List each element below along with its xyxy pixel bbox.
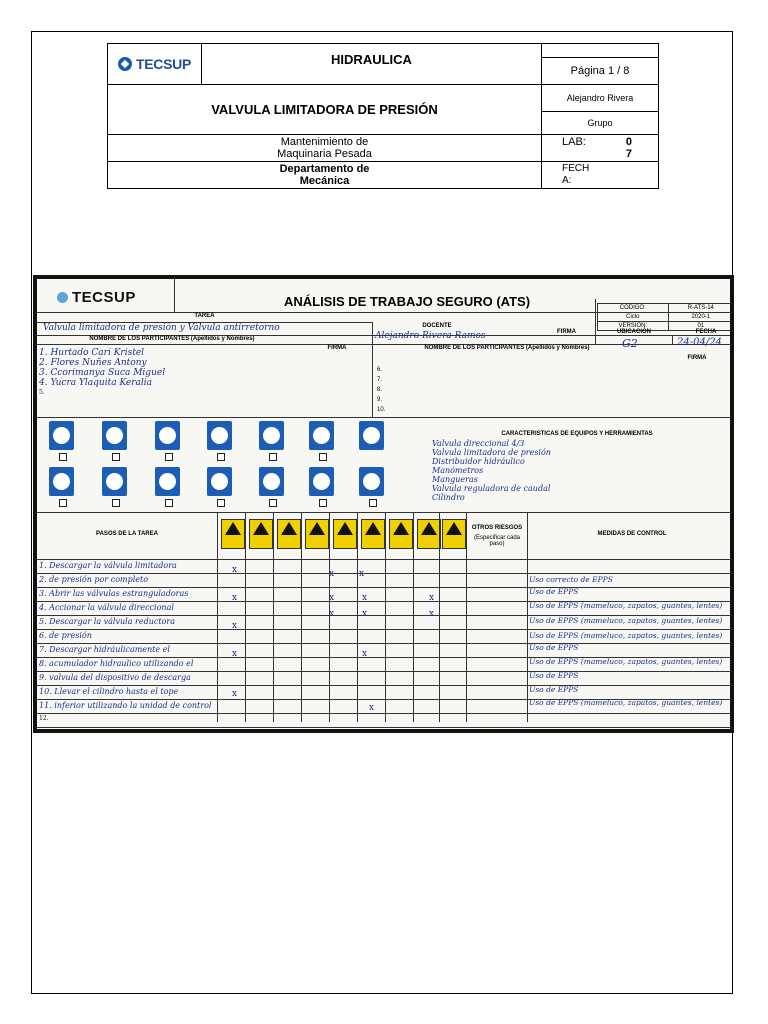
step-9: 9. valvula del dispositivo de descarga bbox=[39, 673, 191, 682]
ppe-checkbox bbox=[319, 453, 327, 461]
equipment-3: Distribuidor hidráulico bbox=[432, 457, 525, 466]
department-cell bbox=[108, 162, 542, 189]
ats-form-photo bbox=[33, 275, 734, 733]
equipment-1: Valvula direccional 4/3 bbox=[432, 439, 525, 448]
overalls-icon bbox=[102, 467, 127, 496]
participant-7: 7. bbox=[377, 377, 383, 383]
equipment-header: CARACTERISTICAS DE EQUIPOS Y HERRAMIENTAS bbox=[501, 431, 653, 437]
risk-mark: x bbox=[369, 703, 375, 713]
participant-5: 5. bbox=[39, 389, 45, 396]
participant-3: 3. Ccorimanya Suca Miguel bbox=[39, 368, 166, 378]
control-4: Uso de EPPS (mameluco, zapatos, guantes, lentes) bbox=[529, 616, 723, 625]
step-5: 5. Descargar la válvula reductora bbox=[39, 617, 175, 626]
participants-list-right bbox=[377, 365, 385, 415]
program-cell bbox=[108, 135, 542, 162]
step-3: 3. Abrir las válvulas estranguladoras bbox=[39, 589, 189, 598]
group-label: Grupo bbox=[542, 112, 659, 135]
risk-mark: x bbox=[232, 621, 238, 631]
logo-text: TECSUP bbox=[136, 56, 191, 72]
task-col-line bbox=[413, 512, 414, 722]
task-col-line bbox=[301, 512, 302, 722]
face-shield-icon bbox=[207, 421, 232, 450]
course-title: HIDRAULICA bbox=[202, 44, 542, 85]
step-10: 10. Llevar el cilindro hasta el tope bbox=[39, 687, 179, 696]
participants-label: NOMBRE DE LOS PARTICIPANTES (Apellidos y Nombres) bbox=[89, 336, 255, 342]
hazard-sign-1 bbox=[221, 519, 245, 549]
gloves-icon bbox=[259, 421, 284, 450]
risk-mark: x bbox=[329, 609, 335, 619]
hazard-sign-2 bbox=[249, 519, 273, 549]
docente-label: DOCENTE bbox=[422, 323, 452, 329]
pasos-label: PASOS DE LA TAREA bbox=[96, 531, 158, 537]
page-number: Página 1 / 8 bbox=[542, 58, 659, 85]
step-7: 7. Descargar hidráulicamente el bbox=[39, 645, 170, 654]
risk-mark: x bbox=[362, 593, 368, 603]
ats-logo bbox=[57, 289, 136, 306]
equipment-2: Valvula limitadora de presión bbox=[432, 448, 551, 457]
hard-hat-icon bbox=[49, 421, 74, 450]
task-col-line bbox=[357, 512, 358, 722]
meta-cycle-value: 2020-1 bbox=[668, 313, 730, 322]
ubicacion-value: G2 bbox=[622, 337, 638, 350]
risk-mark: x bbox=[359, 569, 365, 579]
task-row-line bbox=[37, 643, 730, 644]
equipment-7: Cilindro bbox=[432, 493, 465, 502]
risk-mark: x bbox=[232, 689, 238, 699]
task-row-line bbox=[37, 713, 730, 714]
task-row-line bbox=[37, 629, 730, 630]
docente-value: Alejandro Rivera Ramos bbox=[375, 331, 486, 341]
document-header-table bbox=[107, 43, 659, 189]
meta-cycle-label: Ciclo bbox=[598, 313, 669, 322]
risk-mark: x bbox=[362, 609, 368, 619]
participant-1: 1. Hurtado Cari Kristel bbox=[39, 348, 145, 358]
logo-cell bbox=[108, 44, 202, 85]
equipment-list bbox=[432, 439, 551, 502]
task-col-line bbox=[273, 512, 274, 722]
ear-protection-icon bbox=[102, 421, 127, 450]
risk-mark: x bbox=[429, 593, 435, 603]
control-7: Uso de EPPS (mameluco, zapatos, guantes, lentes) bbox=[529, 657, 723, 666]
date-label-1: FECH bbox=[562, 163, 590, 174]
meta-code-value: R-ATS-14 bbox=[668, 304, 730, 313]
task-col-line bbox=[439, 512, 440, 722]
boots-icon bbox=[155, 421, 180, 450]
otros-riesgos-sub: (Especificar cada paso) bbox=[473, 535, 521, 547]
participants-list-left bbox=[39, 348, 165, 398]
ats-logo-text: TECSUP bbox=[72, 289, 136, 306]
ppe-checkbox bbox=[217, 499, 225, 507]
control-3: Uso de EPPS (mameluco, zapatos, guantes, lentes) bbox=[529, 601, 723, 610]
medidas-label: MEDIDAS DE CONTROL bbox=[597, 531, 667, 537]
control-5: Uso de EPPS (mameluco, zapatos, guantes, lentes) bbox=[529, 631, 723, 640]
hazard-sign-5 bbox=[333, 519, 357, 549]
author-name: Alejandro Rivera bbox=[542, 85, 659, 112]
task-row-line bbox=[37, 559, 730, 560]
lab-value-2: 7 bbox=[625, 148, 632, 160]
participants-firma-label: FIRMA bbox=[327, 345, 347, 351]
participant-8: 8. bbox=[377, 387, 383, 393]
task-col-line bbox=[385, 512, 386, 722]
equipment-6: Valvula reguladora de caudal bbox=[432, 484, 551, 493]
step-12: 12. bbox=[39, 715, 49, 722]
apron-icon bbox=[309, 467, 334, 496]
equipment-5: Mangueras bbox=[432, 475, 478, 484]
fecha-value: 24-04/24 bbox=[677, 337, 722, 348]
risk-mark: x bbox=[329, 593, 335, 603]
ats-logo-icon bbox=[57, 292, 68, 303]
ats-meta-table bbox=[597, 303, 730, 331]
control-10: Uso de EPPS (mameluco, zapatos, guantes, lentes) bbox=[529, 698, 723, 707]
control-6: Uso de EPPS bbox=[529, 643, 579, 652]
participant-6: 6. bbox=[377, 367, 383, 373]
ppe-checkbox bbox=[165, 453, 173, 461]
tarea-label: TAREA bbox=[194, 313, 215, 319]
step-4: 4. Accionar la válvula direccional bbox=[39, 603, 174, 612]
department-line-2: Mecánica bbox=[299, 175, 350, 187]
meta-code-label: CODIGO: bbox=[598, 304, 669, 313]
ppe-checkbox bbox=[112, 499, 120, 507]
control-9: Uso de EPPS bbox=[529, 685, 579, 694]
lab-label: LAB: bbox=[562, 136, 586, 148]
lab-value-1: 0 bbox=[625, 136, 632, 148]
step-11: 11. inferior utilizando la unidad de control bbox=[39, 701, 212, 710]
hazard-sign-9 bbox=[442, 519, 466, 549]
hazard-sign-6 bbox=[361, 519, 385, 549]
ats-title: ANÁLISIS DE TRABAJO SEGURO (ATS) bbox=[283, 294, 531, 309]
task-row-line bbox=[37, 671, 730, 672]
participants-label-right: NOMBRE DE LOS PARTICIPANTES (Apellidos y Nombres) bbox=[424, 345, 590, 351]
hazard-sign-7 bbox=[389, 519, 413, 549]
program-line-2: Maquinaria Pesada bbox=[277, 148, 372, 160]
step-6: 6. de presión bbox=[39, 631, 92, 640]
firma-label: FIRMA bbox=[557, 329, 576, 335]
task-row-line bbox=[37, 573, 730, 574]
participant-2: 2. Flores Nuñes Antony bbox=[39, 358, 147, 368]
ppe-checkbox bbox=[165, 499, 173, 507]
program-line-1: Mantenimiento de bbox=[280, 136, 369, 148]
ppe-checkbox bbox=[269, 453, 277, 461]
participants-right-firma-label: FIRMA bbox=[687, 355, 707, 361]
hazard-sign-8 bbox=[417, 519, 441, 549]
safety-gloves-icon bbox=[49, 467, 74, 496]
task-row-line bbox=[37, 685, 730, 686]
respirator-icon bbox=[309, 421, 334, 450]
ubicacion-label: UBICACIÓN bbox=[617, 329, 651, 335]
step-1: 1. Descargar la válvula limitadora bbox=[39, 561, 177, 570]
ppe-checkbox bbox=[319, 499, 327, 507]
document-title: VALVULA LIMITADORA DE PRESIÓN bbox=[108, 85, 542, 135]
step-2: 2. de presión por completo bbox=[39, 575, 149, 584]
header-empty-cell bbox=[542, 44, 659, 58]
participant-10: 10. bbox=[377, 407, 386, 413]
ppe-checkbox bbox=[59, 453, 67, 461]
risk-mark: x bbox=[232, 565, 238, 575]
ppe-checkbox bbox=[112, 453, 120, 461]
risk-mark: x bbox=[232, 593, 238, 603]
control-1: Uso correcto de EPPS bbox=[529, 575, 613, 584]
tecsup-logo-icon bbox=[118, 57, 132, 71]
hazard-sign-4 bbox=[305, 519, 329, 549]
date-cell bbox=[542, 162, 659, 189]
tarea-value: Valvula limitadora de presión y Válvula antirretorno bbox=[43, 323, 280, 333]
meta-version-label: VERSIÓN: bbox=[598, 322, 669, 331]
welding-mask-icon bbox=[359, 421, 384, 450]
welding-helmet-icon bbox=[359, 467, 384, 496]
control-8: Uso de EPPS bbox=[529, 671, 579, 680]
date-label-2: A: bbox=[562, 175, 572, 186]
department-line-1: Departamento de bbox=[279, 163, 370, 175]
ppe-checkbox bbox=[217, 453, 225, 461]
ats-form-sheet bbox=[37, 279, 730, 729]
harness-icon bbox=[155, 467, 180, 496]
step-8: 8. acumulador hidraulico utilizando el bbox=[39, 659, 194, 668]
ppe-checkbox bbox=[59, 499, 67, 507]
task-col-line bbox=[245, 512, 246, 722]
risk-mark: x bbox=[362, 649, 368, 659]
safety-boots-icon bbox=[207, 467, 232, 496]
participant-9: 9. bbox=[377, 397, 383, 403]
ppe-checkbox bbox=[269, 499, 277, 507]
lab-cell bbox=[542, 135, 659, 162]
risk-mark: x bbox=[329, 569, 335, 579]
meta-version-value: 01 bbox=[668, 322, 730, 331]
task-row-line bbox=[37, 727, 730, 728]
equipment-4: Manómetros bbox=[432, 466, 484, 475]
participant-4: 4. Yucra Ylaquita Keralia bbox=[39, 378, 153, 388]
ppe-checkbox bbox=[369, 499, 377, 507]
hazard-sign-3 bbox=[277, 519, 301, 549]
risk-mark: x bbox=[232, 649, 238, 659]
control-2: Uso de EPPS bbox=[529, 587, 579, 596]
fecha-label: FECHA bbox=[695, 329, 717, 335]
safety-glasses-icon bbox=[259, 467, 284, 496]
tecsup-logo bbox=[108, 56, 201, 72]
otros-riesgos-label: OTROS RIESGOS bbox=[471, 525, 523, 531]
task-row-line bbox=[37, 587, 730, 588]
risk-mark: x bbox=[429, 609, 435, 619]
